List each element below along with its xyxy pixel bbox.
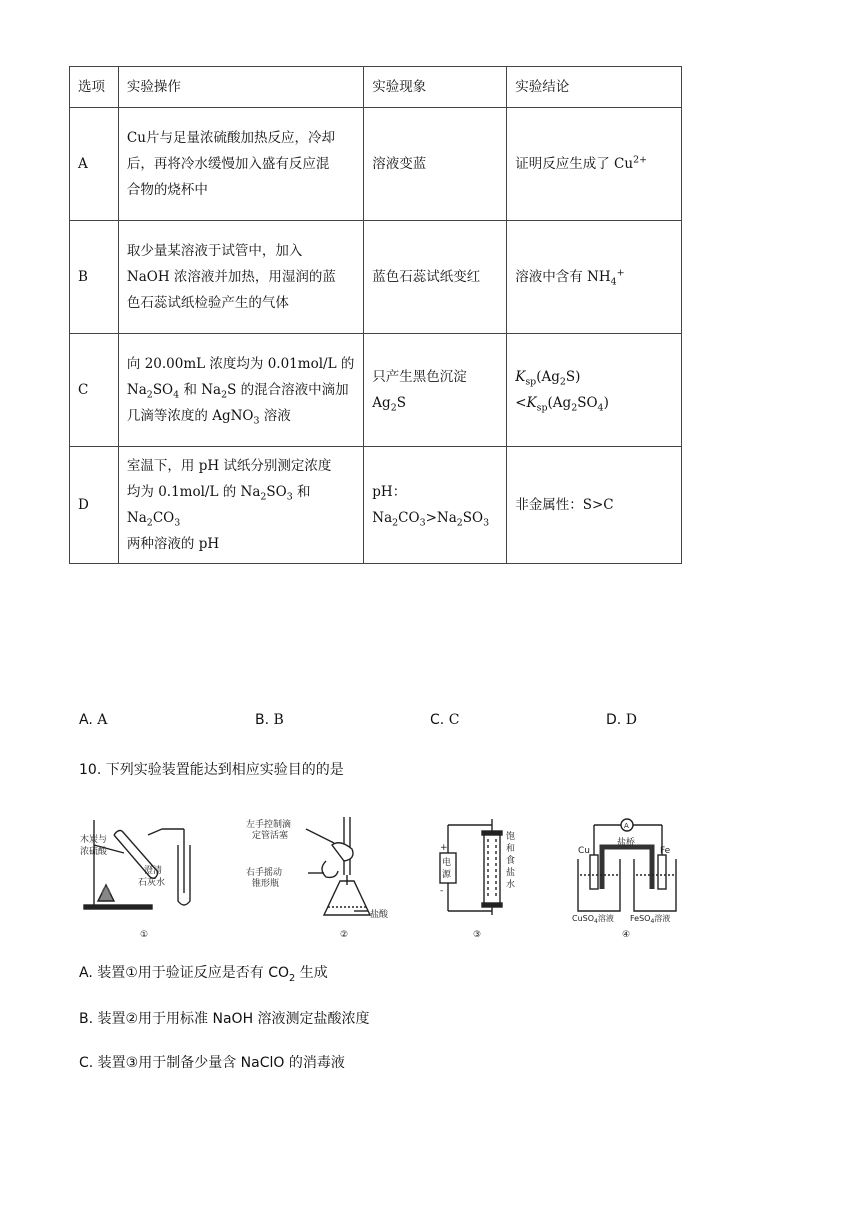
- formula-part: CO: [152, 510, 175, 526]
- formula-sub: 3: [419, 517, 426, 529]
- f3-side-2: 和: [506, 844, 516, 854]
- option-letter: A.: [79, 712, 93, 728]
- formula-part: SO: [462, 510, 484, 526]
- row-phenomenon: 溶液变蓝: [364, 108, 507, 221]
- f3-power-1: 电: [442, 858, 452, 868]
- f1-label-4: 石灰水: [138, 878, 166, 888]
- header-option: 选项: [70, 67, 119, 108]
- f4-right-tail: 溶液: [654, 914, 671, 923]
- formula-part: 均为 0.1mol/L 的 Na: [126, 484, 261, 500]
- row-phenomenon: [364, 334, 507, 447]
- formula-sub: sp: [525, 376, 537, 388]
- row-operation: [118, 108, 363, 221]
- f3-side-3: 食: [506, 856, 516, 866]
- option-value: B: [273, 712, 284, 728]
- table-header-row: [70, 67, 682, 108]
- formula-sub: sp: [536, 402, 548, 414]
- row-option: A: [70, 108, 119, 221]
- operation-line: [127, 479, 355, 531]
- operation-line: 两种溶液的 pH: [126, 536, 220, 552]
- row-operation: [118, 447, 363, 564]
- f4-fe: Fe: [660, 846, 671, 856]
- formula-part: S)<: [515, 369, 581, 411]
- formula-part: CO: [398, 510, 420, 526]
- f3-power-2: 源: [442, 870, 452, 880]
- row-option: D: [70, 447, 119, 564]
- phenomenon-line: [372, 390, 498, 416]
- option-a: [79, 712, 107, 728]
- operation-line: 取少量某溶液于试管中，加入: [126, 243, 303, 259]
- option-value: A: [97, 712, 108, 728]
- conclusion-sup: 2+: [633, 154, 647, 166]
- answer-options-row: [79, 712, 779, 736]
- formula-sub: 2: [559, 376, 566, 388]
- option-b: [255, 712, 284, 728]
- formula-sub: 2: [392, 517, 399, 529]
- apparatus-figure-2: [244, 815, 394, 940]
- answer-a-text: A. 装置①用于验证反应是否有 CO: [79, 965, 290, 981]
- formula-part: 和 Na: [126, 484, 311, 526]
- row-conclusion: [507, 108, 682, 221]
- f2-label-4: 锥形瓶: [252, 879, 280, 889]
- question-10-stem: 10. 下列实验装置能达到相应实验目的的是: [79, 762, 344, 778]
- formula-part: SO: [152, 382, 174, 398]
- table-row-a: [70, 108, 682, 221]
- f3-side-1: 饱: [506, 832, 516, 842]
- f4-left-formula: CuSO: [572, 914, 595, 923]
- row-conclusion: [507, 221, 682, 334]
- formula-sub: 3: [174, 517, 181, 529]
- formula-sub: 2: [260, 491, 267, 503]
- phenomenon-line: 只产生黑色沉淀: [372, 369, 467, 385]
- operation-line: 室温下，用 pH 试纸分别测定浓度: [126, 458, 332, 474]
- conclusion-sup: +: [616, 267, 625, 279]
- f2-label-1: 左手控制滴: [246, 820, 292, 830]
- operation-line: NaOH 浓溶液并加热，用湿润的蓝: [126, 269, 336, 285]
- operation-line: 后，再将冷水缓慢加入盛有反应混: [126, 156, 330, 172]
- option-value: C: [448, 712, 460, 728]
- formula-part: (Ag: [536, 369, 560, 385]
- row-operation: [118, 221, 363, 334]
- row-phenomenon: 蓝色石蕊试纸变红: [364, 221, 507, 334]
- f2-label-3: 右手摇动: [246, 868, 283, 878]
- row-conclusion: 非金属性：S>C: [507, 447, 682, 564]
- f2-label-5: 盐酸: [370, 910, 389, 920]
- f4-left-sub: 4: [594, 918, 598, 925]
- formula-sub: 3: [286, 491, 293, 503]
- f1-label-1: 木炭与: [80, 835, 108, 845]
- option-value: D: [625, 712, 637, 728]
- f3-side-5: 水: [506, 880, 516, 890]
- answer-a-sub: 2: [289, 972, 296, 984]
- formula-part: K: [526, 395, 537, 411]
- f2-label-2: 定管活塞: [252, 831, 289, 841]
- formula-sub: 4: [173, 389, 180, 401]
- option-d: [606, 712, 637, 728]
- table-row-c: [70, 334, 682, 447]
- f3-side-4: 盐: [506, 868, 516, 878]
- formula-sub: 4: [597, 402, 604, 414]
- phenomenon-line: pH：: [372, 484, 407, 500]
- conclusion-text: 溶液中含有 NH: [515, 269, 611, 285]
- formula-sub: 3: [483, 517, 490, 529]
- formula-part: (Ag: [547, 395, 572, 411]
- table-row-d: [70, 447, 682, 564]
- formula-part: 和 Na: [179, 382, 222, 398]
- answer-a: [79, 962, 328, 982]
- apparatus-figure-3: [436, 815, 526, 940]
- header-phenomenon: 实验现象: [364, 67, 507, 108]
- operation-line: Cu片与足量浓硫酸加热反应，冷却: [126, 130, 335, 146]
- conclusion-text: 证明反应生成了 Cu: [515, 156, 634, 172]
- header-conclusion: 实验结论: [507, 67, 682, 108]
- option-letter: D.: [606, 712, 622, 728]
- f3-minus: -: [440, 886, 444, 896]
- f3-plus: +: [440, 843, 448, 853]
- f4-right-solution: [630, 913, 670, 925]
- formula-part: 溶液: [259, 408, 291, 424]
- answer-c: C. 装置③用于制备少量含 NaClO 的消毒液: [79, 1055, 345, 1071]
- formula-part: SO: [266, 484, 287, 500]
- formula-part: SO: [577, 395, 598, 411]
- formula-part: Na: [126, 382, 147, 398]
- f4-meter: A: [624, 822, 629, 830]
- operation-line: 色石蕊试纸检验产生的气体: [126, 295, 289, 311]
- option-c: [430, 712, 459, 728]
- formula-sub: 2: [146, 517, 153, 529]
- formula-part: Na: [372, 510, 393, 526]
- f4-right-formula: FeSO: [630, 914, 651, 923]
- phenomenon-line: [372, 505, 498, 531]
- formula-sub: 2: [456, 517, 463, 529]
- f4-left-tail: 溶液: [597, 914, 614, 923]
- f1-label-2: 浓硫酸: [80, 847, 108, 857]
- row-operation: [118, 334, 363, 447]
- formula-part: >Na: [425, 510, 457, 526]
- formula-sub: 2: [390, 402, 397, 414]
- apparatus-figure-4: [572, 815, 682, 940]
- f4-cu: Cu: [578, 846, 590, 856]
- formula-part: 几滴等浓度的 AgNO: [126, 408, 254, 424]
- f1-caption: ①: [140, 930, 149, 940]
- operation-line: [127, 377, 355, 403]
- formula-part: ): [603, 395, 609, 411]
- answer-a-tail: 生成: [295, 965, 328, 981]
- f4-left-solution: [572, 913, 614, 925]
- option-letter: B.: [255, 712, 270, 728]
- conclusion-sub: 4: [610, 276, 617, 288]
- f4-caption: ④: [622, 930, 631, 940]
- header-operation: 实验操作: [118, 67, 363, 108]
- f4-bridge: 盐桥: [617, 838, 636, 848]
- formula-part: S: [396, 395, 406, 411]
- f3-caption: ③: [473, 930, 482, 940]
- row-conclusion: [507, 334, 682, 447]
- f1-label-3: 澄清: [144, 866, 163, 876]
- formula-sub: 2: [221, 389, 228, 401]
- option-letter: C.: [430, 712, 445, 728]
- experiment-table: [69, 66, 682, 564]
- formula-sub: 2: [571, 402, 578, 414]
- operation-line: 合物的烧杯中: [126, 182, 208, 198]
- operation-line: 向 20.00mL 浓度均为 0.01mol/L 的: [126, 356, 355, 372]
- f4-right-sub: 4: [650, 918, 655, 925]
- formula-sub: 2: [146, 389, 153, 401]
- formula-part: K: [515, 369, 526, 385]
- row-option: B: [70, 221, 119, 334]
- row-phenomenon: [364, 447, 507, 564]
- f2-caption: ②: [340, 930, 349, 940]
- formula-sub: 3: [253, 415, 260, 427]
- table-row-b: [70, 221, 682, 334]
- apparatus-figure-1: [78, 815, 208, 940]
- answer-b: B. 装置②用于用标准 NaOH 溶液测定盐酸浓度: [79, 1011, 370, 1027]
- operation-line: [127, 403, 355, 429]
- row-option: C: [70, 334, 119, 447]
- formula-part: Ag: [372, 395, 391, 411]
- formula-part: S 的混合溶液中滴加: [227, 382, 349, 398]
